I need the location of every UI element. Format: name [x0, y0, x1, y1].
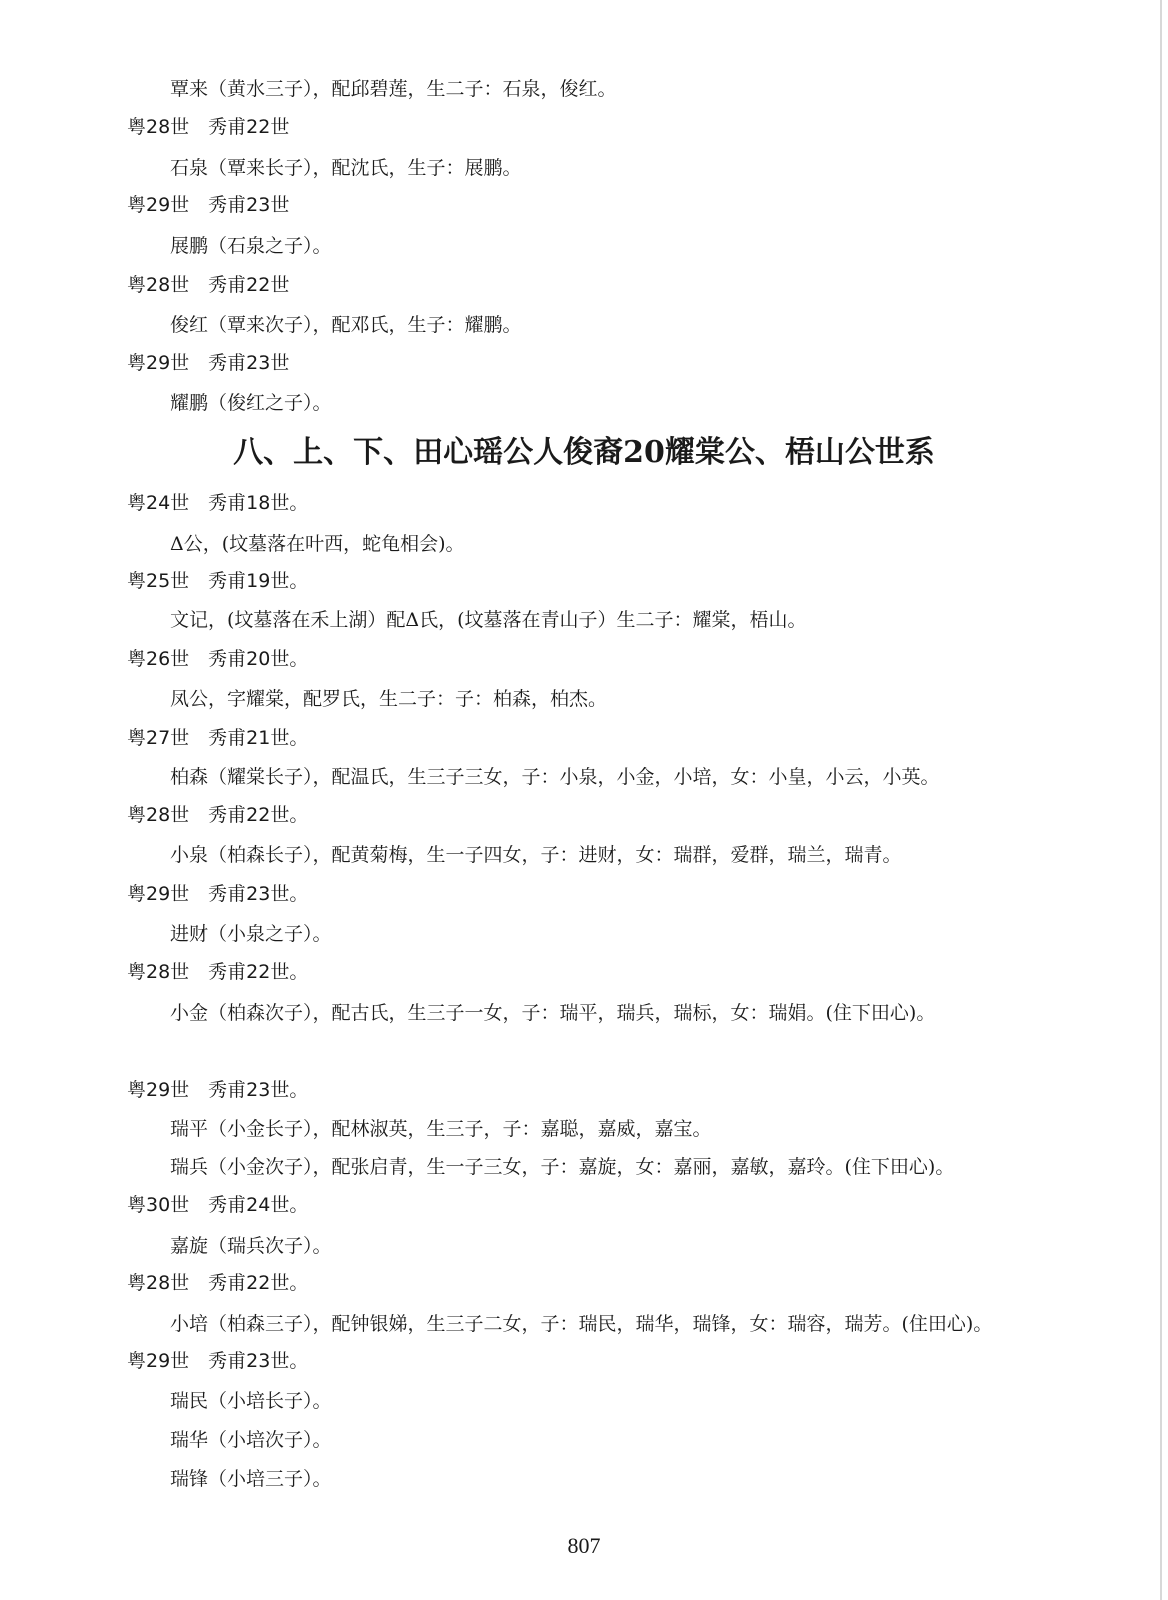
- entry-generation: 粤28世 秀甫22世。: [127, 1272, 309, 1294]
- entry-person: 瑞兵（小金次子），配张启青，生一子三女，子：嘉旋，女：嘉丽，嘉敏，嘉玲。(住下田心)。: [170, 1156, 955, 1178]
- entry-person: 小培（柏森三子），配钟银娣，生三子二女，子：瑞民，瑞华，瑞锋，女：瑞容，瑞芳。(住田心)。: [170, 1313, 993, 1335]
- entry-generation: 粤29世 秀甫23世。: [127, 1079, 309, 1101]
- entry-generation: 粤29世 秀甫23世。: [127, 1350, 309, 1372]
- entry-generation: 粤27世 秀甫21世。: [127, 727, 309, 749]
- entry-generation: 粤24世 秀甫18世。: [127, 492, 309, 514]
- entry-generation: 粤29世 秀甫23世: [127, 352, 290, 374]
- entry-person: 柏森（耀棠长子），配温氏，生三子三女，子：小泉，小金，小培，女：小皇，小云，小英。: [170, 766, 940, 788]
- entry-generation: 粤28世 秀甫22世。: [127, 804, 309, 826]
- entry-person: 瑞民（小培长子）。: [170, 1390, 332, 1412]
- entry-person: 展鹏（石泉之子）。: [170, 235, 332, 257]
- entry-generation: 粤29世 秀甫23世: [127, 194, 290, 216]
- entry-person: 文记，(坟墓落在禾上湖）配Δ氏，(坟墓落在青山子）生二子：耀棠，梧山。: [170, 609, 807, 631]
- entry-generation: 粤28世 秀甫22世: [127, 274, 290, 296]
- entry-person: 瑞华（小培次子）。: [170, 1429, 332, 1451]
- entry-generation: 粤30世 秀甫24世。: [127, 1194, 309, 1216]
- entry-person: 俊红（覃来次子），配邓氏，生子：耀鹏。: [170, 314, 522, 336]
- entry-person: 覃来（黄水三子），配邱碧莲，生二子：石泉，俊红。: [170, 78, 617, 100]
- entry-generation: 粤26世 秀甫20世。: [127, 648, 309, 670]
- entry-generation: 粤28世 秀甫22世: [127, 116, 290, 138]
- entry-person: 耀鹏（俊红之子）。: [170, 392, 332, 414]
- entry-person: 瑞平（小金长子），配林淑英，生三子，子：嘉聪，嘉威，嘉宝。: [170, 1118, 712, 1140]
- entry-person: 凤公，字耀棠，配罗氏，生二子：子：柏森，柏杰。: [170, 688, 608, 710]
- entry-person: Δ公，(坟墓落在叶西，蛇龟相会)。: [170, 533, 465, 555]
- entry-person: 石泉（覃来长子），配沈氏，生子：展鹏。: [170, 157, 522, 179]
- entry-generation: 粤28世 秀甫22世。: [127, 961, 309, 983]
- entry-person: 小金（柏森次子），配古氏，生三子一女，子：瑞平，瑞兵，瑞标，女：瑞娟。(住下田心)。: [170, 1002, 936, 1024]
- entry-person: 小泉（柏森长子），配黄菊梅，生一子四女，子：进财，女：瑞群，爱群，瑞兰，瑞青。: [170, 844, 902, 866]
- page-number: 807: [567, 1533, 601, 1558]
- entry-person: 进财（小泉之子）。: [170, 923, 332, 945]
- entry-generation: 粤25世 秀甫19世。: [127, 570, 309, 592]
- entry-person: 嘉旋（瑞兵次子）。: [170, 1235, 332, 1257]
- section-title: 八、上、下、田心瑶公人俊裔20耀棠公、梧山公世系: [233, 435, 935, 470]
- entry-generation: 粤29世 秀甫23世。: [127, 883, 309, 905]
- entry-person: 瑞锋（小培三子）。: [170, 1468, 332, 1490]
